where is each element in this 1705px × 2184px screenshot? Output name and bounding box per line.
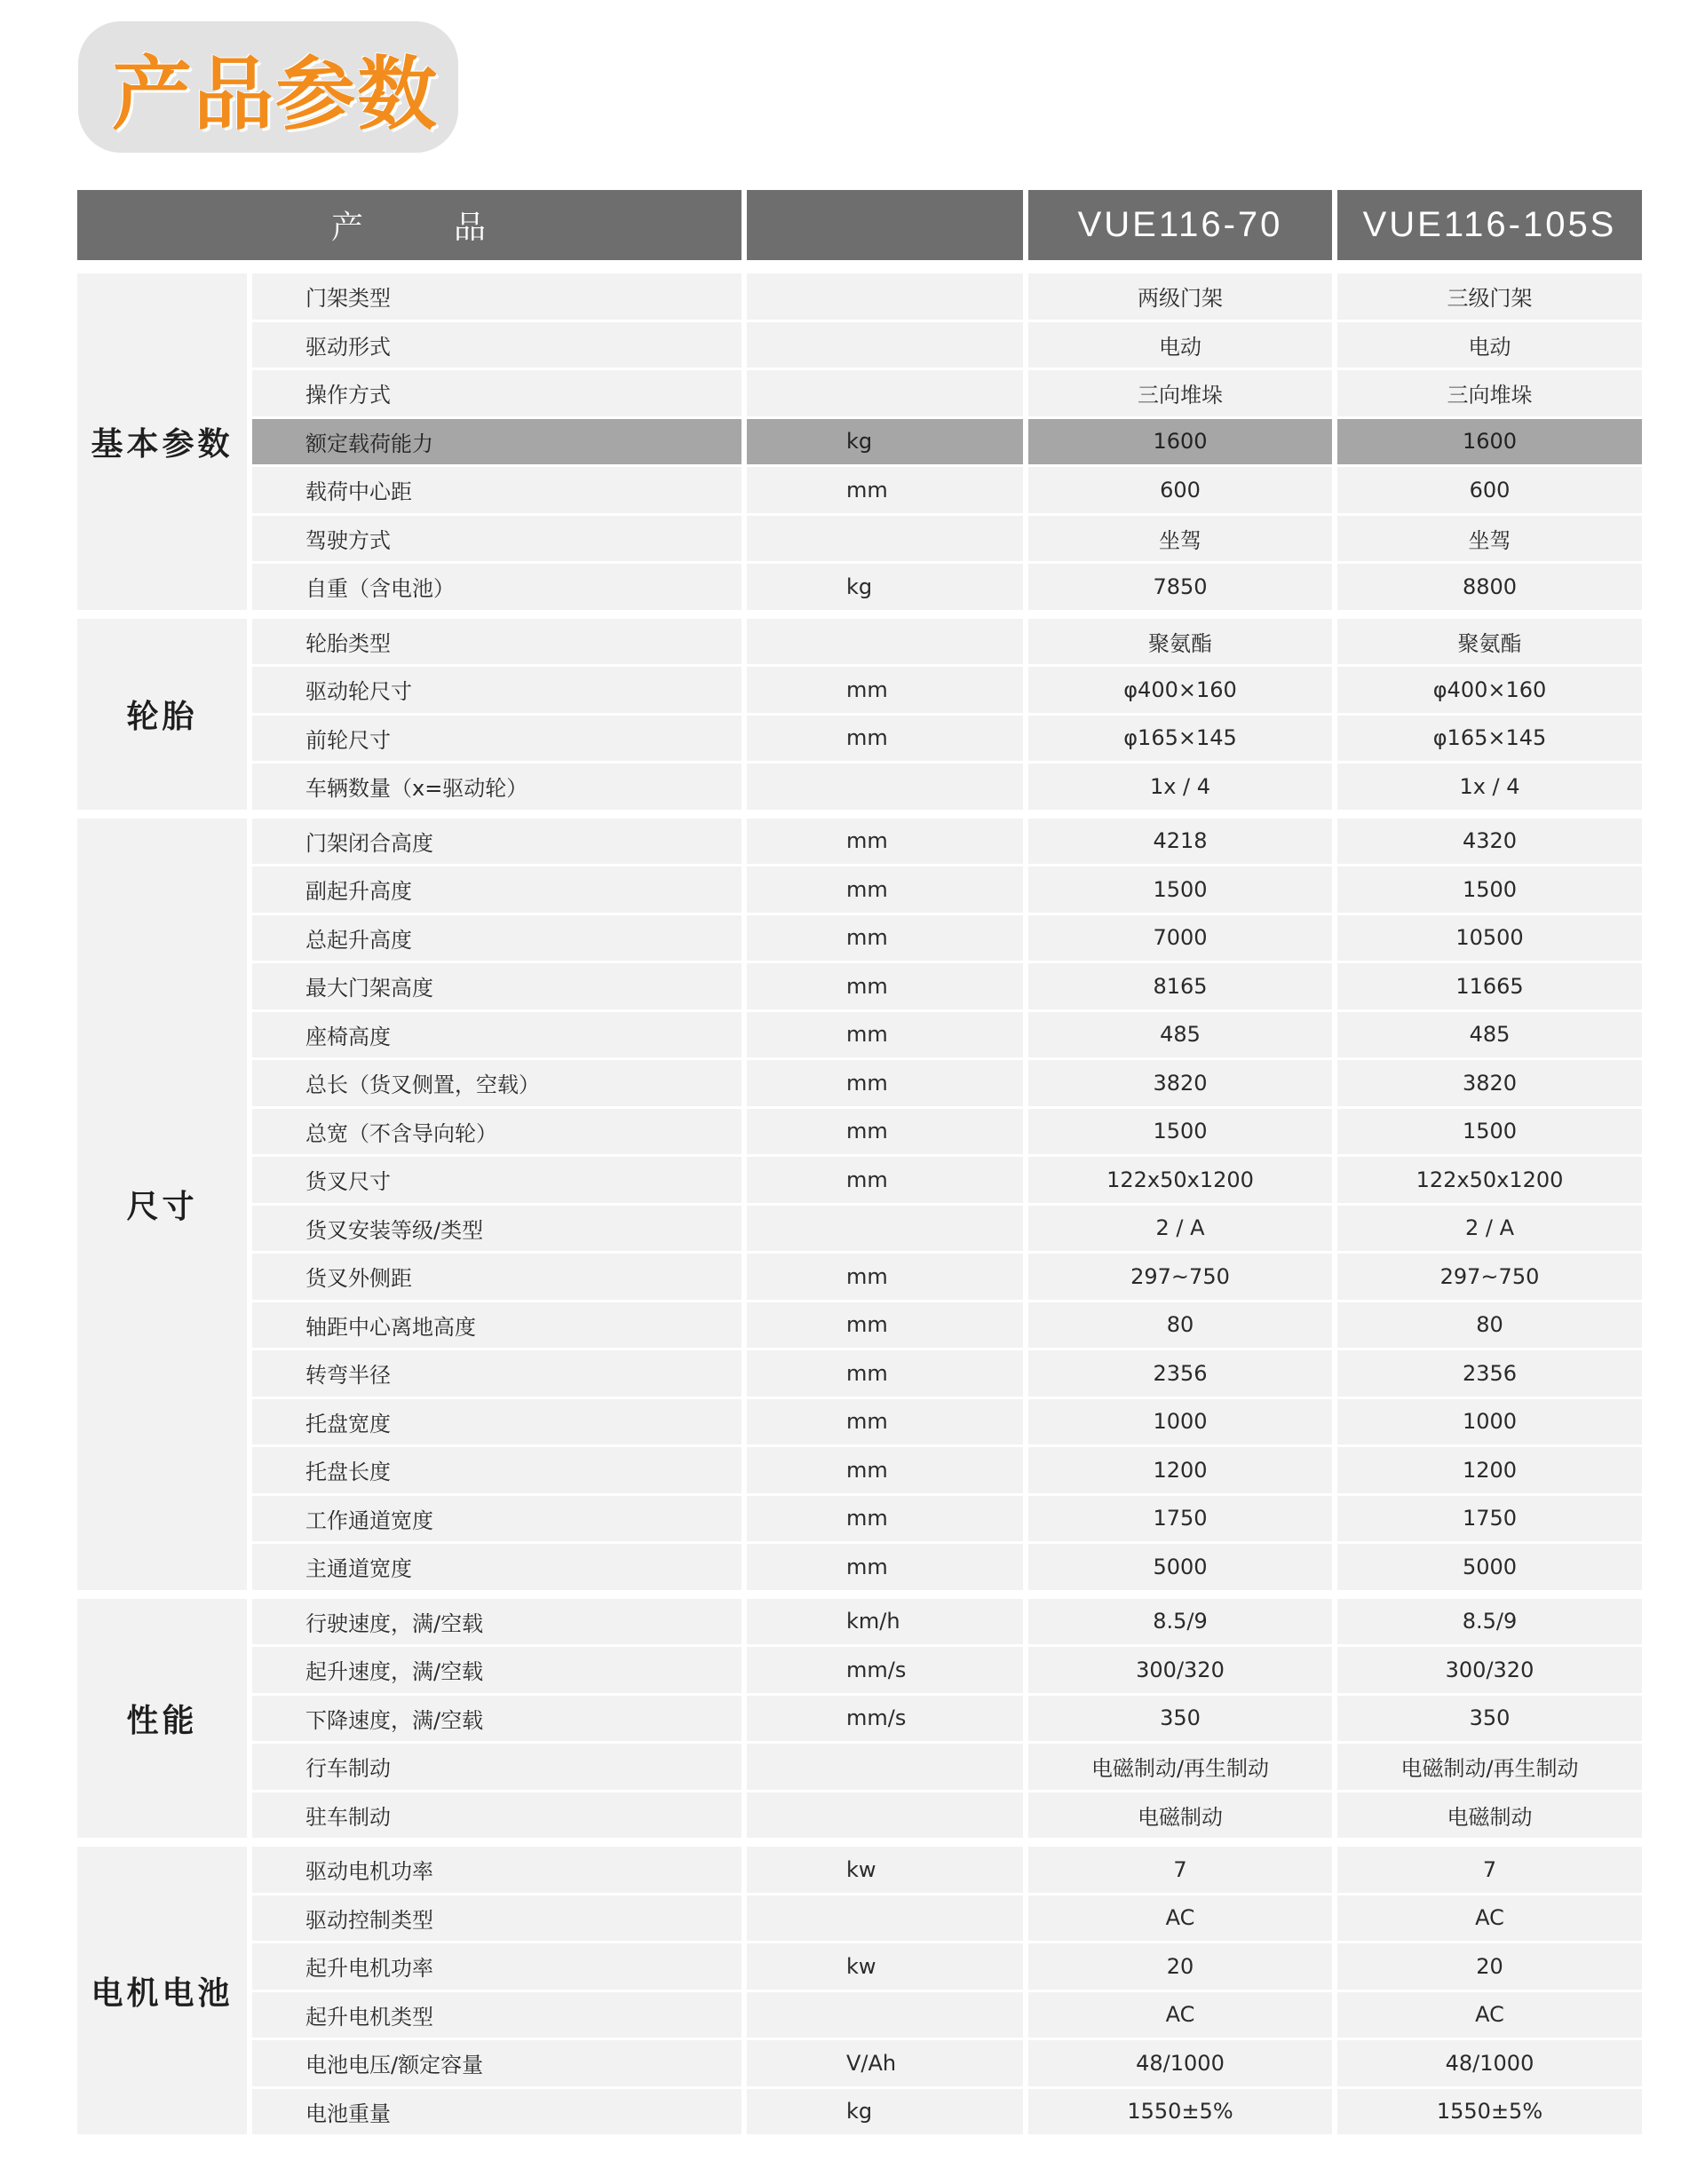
header-unit	[747, 190, 1023, 260]
value-model-2: AC	[1337, 1992, 1642, 2038]
header-model-1: VUE116-70	[1028, 190, 1332, 260]
table-row	[252, 1744, 1642, 1790]
value-model-2: 7	[1337, 1847, 1642, 1893]
param-unit: mm	[747, 915, 1023, 961]
value-model-2: 8.5/9	[1337, 1599, 1642, 1645]
value-model-2: 聚氨酯	[1337, 619, 1642, 665]
param-name: 总宽（不含导向轮）	[252, 1109, 741, 1155]
header-model-2: VUE116-105S	[1337, 190, 1642, 260]
spec-table	[77, 190, 1642, 2143]
header-product-char-1: 产	[330, 210, 365, 246]
value-model-2: 8800	[1337, 564, 1642, 610]
param-unit	[747, 1744, 1023, 1790]
table-row	[252, 1254, 1642, 1300]
spec-group	[77, 819, 1642, 1590]
param-name: 前轮尺寸	[252, 716, 741, 762]
group-rows	[252, 273, 1642, 610]
param-name: 驻车制动	[252, 1792, 741, 1839]
value-model-2: 4320	[1337, 819, 1642, 865]
table-row	[252, 2040, 1642, 2086]
value-model-1: 1500	[1028, 1109, 1332, 1155]
value-model-1: 电动	[1028, 322, 1332, 368]
param-unit: mm/s	[747, 1696, 1023, 1742]
table-row	[252, 1399, 1642, 1445]
group-label: 基本参数	[77, 273, 247, 610]
param-name: 驾驶方式	[252, 516, 741, 562]
param-unit: mm	[747, 1060, 1023, 1106]
value-model-1: 电磁制动/再生制动	[1028, 1744, 1332, 1790]
param-name: 货叉安装等级/类型	[252, 1206, 741, 1252]
param-name: 座椅高度	[252, 1012, 741, 1058]
table-row	[252, 322, 1642, 368]
value-model-2: 485	[1337, 1012, 1642, 1058]
param-name: 电池重量	[252, 2089, 741, 2135]
param-unit: km/h	[747, 1599, 1023, 1645]
param-unit	[747, 273, 1023, 320]
value-model-1: 电磁制动	[1028, 1792, 1332, 1839]
table-row	[252, 273, 1642, 320]
param-name: 货叉外侧距	[252, 1254, 741, 1300]
spec-group	[77, 619, 1642, 810]
value-model-1: 20	[1028, 1943, 1332, 1990]
group-label: 轮胎	[77, 619, 247, 810]
table-row	[252, 819, 1642, 865]
value-model-1: 3820	[1028, 1060, 1332, 1106]
param-name: 驱动形式	[252, 322, 741, 368]
spec-group	[77, 1847, 1642, 2134]
param-unit	[747, 370, 1023, 416]
value-model-1: AC	[1028, 1992, 1332, 2038]
param-unit: kg	[747, 419, 1023, 465]
param-name: 驱动轮尺寸	[252, 667, 741, 713]
param-unit: mm	[747, 1496, 1023, 1542]
param-name: 最大门架高度	[252, 963, 741, 1009]
param-unit	[747, 619, 1023, 665]
param-unit	[747, 1992, 1023, 2038]
value-model-1: 1600	[1028, 419, 1332, 465]
value-model-1: 8165	[1028, 963, 1332, 1009]
table-row	[252, 564, 1642, 610]
param-name: 车辆数量（x=驱动轮）	[252, 764, 741, 810]
value-model-1: φ400×160	[1028, 667, 1332, 713]
value-model-2: 2 / A	[1337, 1206, 1642, 1252]
table-row	[252, 1943, 1642, 1990]
value-model-2: 三向堆垛	[1337, 370, 1642, 416]
param-name: 行车制动	[252, 1744, 741, 1790]
value-model-2: 坐驾	[1337, 516, 1642, 562]
group-rows	[252, 819, 1642, 1590]
param-unit: mm	[747, 467, 1023, 513]
param-name: 副起升高度	[252, 866, 741, 913]
value-model-2: AC	[1337, 1895, 1642, 1942]
value-model-2: 1550±5%	[1337, 2089, 1642, 2135]
table-row	[252, 1060, 1642, 1106]
param-name: 门架闭合高度	[252, 819, 741, 865]
table-row	[252, 1496, 1642, 1542]
value-model-1: 1000	[1028, 1399, 1332, 1445]
table-row	[252, 1157, 1642, 1203]
param-unit: mm	[747, 1302, 1023, 1349]
table-row	[252, 764, 1642, 810]
table-row	[252, 619, 1642, 665]
value-model-2: 三级门架	[1337, 273, 1642, 320]
table-row	[252, 963, 1642, 1009]
value-model-1: 122x50x1200	[1028, 1157, 1332, 1203]
table-row	[252, 1647, 1642, 1693]
value-model-2: 2356	[1337, 1350, 1642, 1397]
value-model-2: 电磁制动	[1337, 1792, 1642, 1839]
value-model-1: 600	[1028, 467, 1332, 513]
value-model-2: 电磁制动/再生制动	[1337, 1744, 1642, 1790]
param-unit: V/Ah	[747, 2040, 1023, 2086]
table-row	[252, 1696, 1642, 1742]
value-model-2: 1750	[1337, 1496, 1642, 1542]
value-model-1: 聚氨酯	[1028, 619, 1332, 665]
value-model-1: 1500	[1028, 866, 1332, 913]
value-model-2: 300/320	[1337, 1647, 1642, 1693]
value-model-1: AC	[1028, 1895, 1332, 1942]
param-name: 起升电机功率	[252, 1943, 741, 1990]
value-model-2: 1600	[1337, 419, 1642, 465]
param-unit: mm	[747, 1254, 1023, 1300]
group-rows	[252, 619, 1642, 810]
param-name: 托盘宽度	[252, 1399, 741, 1445]
value-model-1: 1x / 4	[1028, 764, 1332, 810]
page-title-badge	[78, 21, 458, 153]
value-model-1: 三向堆垛	[1028, 370, 1332, 416]
value-model-1: 8.5/9	[1028, 1599, 1332, 1645]
table-row	[252, 1350, 1642, 1397]
value-model-1: 7	[1028, 1847, 1332, 1893]
table-header	[77, 190, 1642, 260]
param-name: 行驶速度，满/空载	[252, 1599, 741, 1645]
param-unit: mm	[747, 1350, 1023, 1397]
value-model-2: 20	[1337, 1943, 1642, 1990]
group-rows	[252, 1847, 1642, 2134]
param-unit: mm	[747, 866, 1023, 913]
param-name: 自重（含电池）	[252, 564, 741, 610]
value-model-1: 297~750	[1028, 1254, 1332, 1300]
param-name: 总长（货叉侧置，空载）	[252, 1060, 741, 1106]
param-unit	[747, 516, 1023, 562]
table-row	[252, 1447, 1642, 1493]
value-model-1: 2 / A	[1028, 1206, 1332, 1252]
param-unit: kg	[747, 2089, 1023, 2135]
param-name: 货叉尺寸	[252, 1157, 741, 1203]
value-model-2: 1000	[1337, 1399, 1642, 1445]
param-name: 下降速度，满/空载	[252, 1696, 741, 1742]
param-name: 操作方式	[252, 370, 741, 416]
group-label: 性能	[77, 1599, 247, 1839]
param-name: 总起升高度	[252, 915, 741, 961]
value-model-2: 5000	[1337, 1544, 1642, 1590]
value-model-2: φ400×160	[1337, 667, 1642, 713]
value-model-2: 11665	[1337, 963, 1642, 1009]
value-model-1: 7000	[1028, 915, 1332, 961]
value-model-1: 300/320	[1028, 1647, 1332, 1693]
param-unit	[747, 764, 1023, 810]
value-model-2: 1200	[1337, 1447, 1642, 1493]
param-name: 门架类型	[252, 273, 741, 320]
value-model-2: 电动	[1337, 322, 1642, 368]
page-title: 产品参数	[112, 48, 439, 141]
param-unit: mm	[747, 716, 1023, 762]
param-name: 驱动电机功率	[252, 1847, 741, 1893]
table-row	[252, 1792, 1642, 1839]
table-row	[252, 370, 1642, 416]
param-name: 起升电机类型	[252, 1992, 741, 2038]
value-model-1: φ165×145	[1028, 716, 1332, 762]
table-row	[252, 866, 1642, 913]
param-name: 主通道宽度	[252, 1544, 741, 1590]
param-name: 转弯半径	[252, 1350, 741, 1397]
spec-group	[77, 1599, 1642, 1839]
value-model-2: φ165×145	[1337, 716, 1642, 762]
value-model-1: 1550±5%	[1028, 2089, 1332, 2135]
value-model-2: 80	[1337, 1302, 1642, 1349]
value-model-2: 3820	[1337, 1060, 1642, 1106]
value-model-2: 1500	[1337, 866, 1642, 913]
group-label: 电机电池	[77, 1847, 247, 2134]
param-name: 载荷中心距	[252, 467, 741, 513]
param-unit	[747, 1792, 1023, 1839]
value-model-1: 4218	[1028, 819, 1332, 865]
value-model-2: 600	[1337, 467, 1642, 513]
param-name: 起升速度，满/空载	[252, 1647, 741, 1693]
param-unit: mm	[747, 1157, 1023, 1203]
param-unit	[747, 322, 1023, 368]
param-unit: mm	[747, 963, 1023, 1009]
header-product-char-2: 品	[454, 210, 488, 246]
param-unit: kw	[747, 1847, 1023, 1893]
table-row	[252, 2089, 1642, 2135]
value-model-1: 350	[1028, 1696, 1332, 1742]
param-unit	[747, 1206, 1023, 1252]
param-unit: mm	[747, 819, 1023, 865]
param-unit: kg	[747, 564, 1023, 610]
value-model-1: 5000	[1028, 1544, 1332, 1590]
param-unit: mm	[747, 1109, 1023, 1155]
param-name: 工作通道宽度	[252, 1496, 741, 1542]
param-unit: mm/s	[747, 1647, 1023, 1693]
value-model-1: 485	[1028, 1012, 1332, 1058]
table-row	[252, 467, 1642, 513]
header-product	[77, 190, 741, 260]
param-unit: mm	[747, 667, 1023, 713]
param-unit: kw	[747, 1943, 1023, 1990]
table-row	[252, 1847, 1642, 1893]
param-unit: mm	[747, 1447, 1023, 1493]
value-model-1: 两级门架	[1028, 273, 1332, 320]
param-name: 托盘长度	[252, 1447, 741, 1493]
table-row	[252, 1895, 1642, 1942]
value-model-2: 48/1000	[1337, 2040, 1642, 2086]
table-row	[252, 516, 1642, 562]
table-row	[252, 1206, 1642, 1252]
group-label: 尺寸	[77, 819, 247, 1590]
param-unit: mm	[747, 1399, 1023, 1445]
table-row	[252, 1302, 1642, 1349]
param-name: 轴距中心离地高度	[252, 1302, 741, 1349]
table-row	[252, 1599, 1642, 1645]
value-model-2: 122x50x1200	[1337, 1157, 1642, 1203]
group-rows	[252, 1599, 1642, 1839]
value-model-2: 350	[1337, 1696, 1642, 1742]
table-row	[252, 1544, 1642, 1590]
value-model-1: 坐驾	[1028, 516, 1332, 562]
param-name: 电池电压/额定容量	[252, 2040, 741, 2086]
value-model-1: 2356	[1028, 1350, 1332, 1397]
param-name: 驱动控制类型	[252, 1895, 741, 1942]
table-row	[252, 1109, 1642, 1155]
value-model-1: 80	[1028, 1302, 1332, 1349]
spec-group	[77, 273, 1642, 610]
value-model-2: 1500	[1337, 1109, 1642, 1155]
spec-groups	[77, 273, 1642, 2134]
param-name: 额定载荷能力	[252, 419, 741, 465]
table-row	[252, 1992, 1642, 2038]
param-unit: mm	[747, 1544, 1023, 1590]
value-model-1: 48/1000	[1028, 2040, 1332, 2086]
value-model-2: 10500	[1337, 915, 1642, 961]
param-name: 轮胎类型	[252, 619, 741, 665]
table-row	[252, 716, 1642, 762]
value-model-2: 297~750	[1337, 1254, 1642, 1300]
table-row	[252, 1012, 1642, 1058]
value-model-1: 7850	[1028, 564, 1332, 610]
param-unit	[747, 1895, 1023, 1942]
param-unit: mm	[747, 1012, 1023, 1058]
value-model-1: 1750	[1028, 1496, 1332, 1542]
table-row	[252, 667, 1642, 713]
value-model-1: 1200	[1028, 1447, 1332, 1493]
table-row	[252, 419, 1642, 465]
value-model-2: 1x / 4	[1337, 764, 1642, 810]
table-row	[252, 915, 1642, 961]
